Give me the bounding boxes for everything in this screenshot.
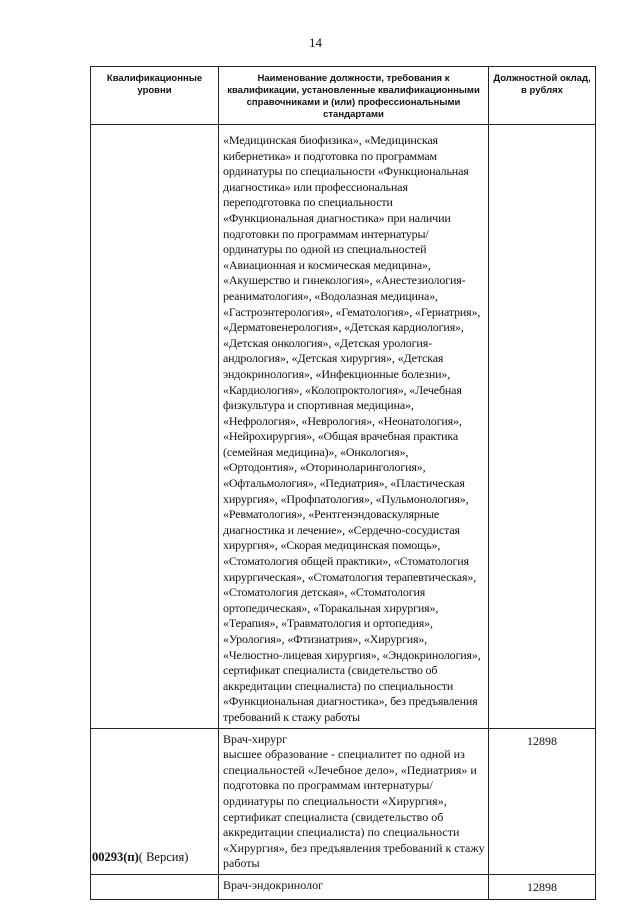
page-number: 14	[309, 35, 322, 50]
requirements-text: «Медицинская биофизика», «Медицинская кибернетика» и подготовка по программам ординатуры по специальности «Функциональная диагностика» или профессиональная переподготовка по специальности «Функциональная диагностика» при наличии подготовки по программам интернатуры/ординатуры по одной из специальностей «Авиационная и космическая медицина», «Акушерство и гинекология», «Анестезиология-реаниматология», «Водолазная медицина», «Гастроэнтерология», «Гематология», «Гериатрия», «Дерматовенерология», «Детская кардиология», «Детская онкология», «Детская урология-андрология», «Детская хирургия», «Детская эндокринология», «Инфекционные болезни», «Кардиология», «Колопроктология», «Лечебная физкультура и спортивная медицина», «Нефрология», «Неврология», «Неонатология», «Нейрохирургия», «Общая врачебная практика (семейная медицина)», «Онкология», «Ортодонтия», «Оториноларингология», «Офтальмология», «Педиатрия», «Пластическая хирургия», «Профпатология», «Пульмонология», «Ревматология», «Рентгенэндоваскулярные диагностика и лечение», «Сердечно-сосудистая хирургия», «Скорая медицинская помощь», «Стоматология общей практики», «Стоматология хирургическая», «Стоматология терапевтическая», «Стоматология детская», «Стоматология ортопедическая», «Торакальная хирургия», «Терапия», «Травматология и ортопедия», «Урология», «Фтизиатрия», «Хирургия», «Челюстно-лицевая хирургия», «Эндокринология», сертификат специалиста (свидетельство об аккредитации специалиста) по специальности «Функциональная диагностика», без предъявления требований к стажу работы	[223, 133, 481, 724]
salary-value: 12898	[527, 879, 557, 894]
level-cell	[91, 874, 219, 899]
qualification-table	[90, 66, 596, 900]
document-version: ( Версия)	[138, 850, 189, 864]
header-position-requirements	[219, 67, 489, 125]
header-qualification-levels	[91, 67, 219, 125]
requirements-cell	[219, 125, 489, 729]
table-continuation-rule	[90, 832, 91, 850]
salary-cell	[489, 728, 596, 874]
table-row	[91, 125, 596, 729]
position-title: Врач-эндокринолог	[223, 877, 323, 892]
header-text: Квалификационные уровни	[106, 73, 203, 96]
header-text: Должностной оклад, в рублях	[493, 73, 591, 96]
document-code: 00293(п)	[92, 850, 139, 864]
table-header-row	[91, 67, 596, 125]
level-cell	[91, 125, 219, 729]
salary-value: 12898	[527, 733, 557, 748]
requirements-cell	[219, 728, 489, 874]
position-title: Врач-хирург	[223, 731, 288, 746]
salary-cell	[489, 874, 596, 899]
table-row	[91, 874, 596, 899]
salary-value	[489, 125, 595, 130]
header-text: Наименование должности, требования к квалификации, установленные квалификационными справочниками и (или) профессиональными стандартами	[227, 73, 480, 120]
salary-cell	[489, 125, 596, 729]
header-salary	[489, 67, 596, 125]
document-footer	[92, 850, 188, 865]
requirements-text: высшее образование - специалитет по одной из специальностей «Лечебное дело», «Педиатрия» и подготовка по программам интернатуры/ординатуры по специальности «Хирургия», сертификат специалиста (свидетельство об аккредитации специалиста) по специальности «Хирургия», без предъявления требований к стажу работы	[223, 747, 485, 871]
requirements-cell	[219, 874, 489, 899]
